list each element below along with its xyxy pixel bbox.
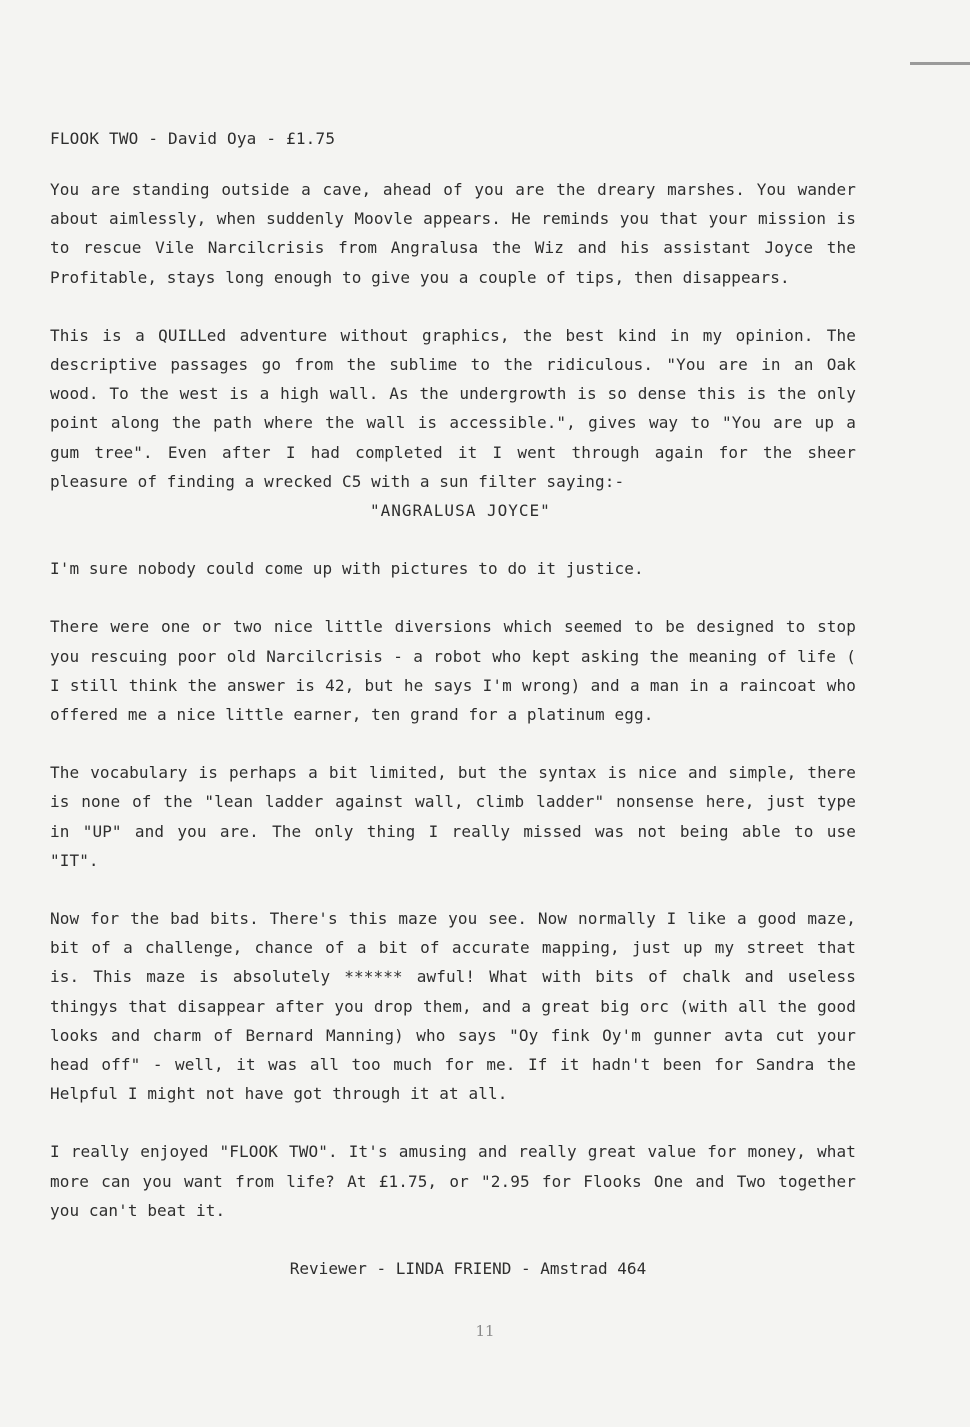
paragraph-6: Now for the bad bits. There's this maze you see. Now normally I like a good maze, bit of a challenge, chance of a bit of accurate mapping, just up my street that is. This maze is absolutely ****** awful! What with bits of chalk and useless thingys that disappear after you drop them, and a great big orc (with all the good looks and charm of Bernard Manning) who says "Oy fink Oy'm gunner avta cut your head off" - well, it was all too much for me. If it hadn't been for Sandra the Helpful I might not have got through it at all. xyxy=(50,909,856,1104)
paragraph-2: This is a QUILLed adventure without graphics, the best kind in my opinion. The descriptive passages go from the sublime to the ridiculous. "You are in an Oak wood. To the west is a high wall. As the undergrowth is so dense this is the only point along the path where the wall is accessible.", gives way to "You are up a gum tree". Even after I had completed it I went through again for the sheer pleasure of finding a wrecked C5 with a sun filter saying:- xyxy=(50,325,856,491)
paragraph-1: You are standing outside a cave, ahead of you are the dreary marshes. You wander about aimlessly, when suddenly Moovle appears. He reminds you that your mission is to rescue Vile Narcilcrisis from Angralusa the Wiz and his assistant Joyce the Profitable, stays long enough to give you a couple of tips, then disappears. xyxy=(50,180,856,287)
quote-line: "ANGRALUSA JOYCE" xyxy=(370,501,551,521)
page-edge-mark xyxy=(910,62,970,65)
article xyxy=(50,124,856,1283)
paragraph-4: There were one or two nice little diversions which seemed to be designed to stop you rescuing poor old Narcilcrisis - a robot who kept asking the meaning of life ( I still think the answer is 42, but he says I'm wrong) and a man in a raincoat who offered me a nice little earner, ten grand for a platinum egg. xyxy=(50,617,856,725)
paragraph-5: The vocabulary is perhaps a bit limited, but the syntax is nice and simple, there is none of the "lean ladder against wall, climb ladder" nonsense here, just type in "UP" and you are. The only thing I really missed was not being able to use "IT". xyxy=(50,763,856,870)
paragraph-3: I'm sure nobody could come up with pictures to do it justice. xyxy=(50,559,644,579)
page-number: 11 xyxy=(475,1322,495,1340)
article-title: FLOOK TWO - David Oya - £1.75 xyxy=(50,129,336,148)
reviewer-credit: Reviewer - LINDA FRIEND - Amstrad 464 xyxy=(289,1259,647,1279)
paragraph-7: I really enjoyed "FLOOK TWO". It's amusing and really great value for money, what more can you want from life? At £1.75, or "2.95 for Flooks One and Two together you can't beat it. xyxy=(50,1142,856,1220)
